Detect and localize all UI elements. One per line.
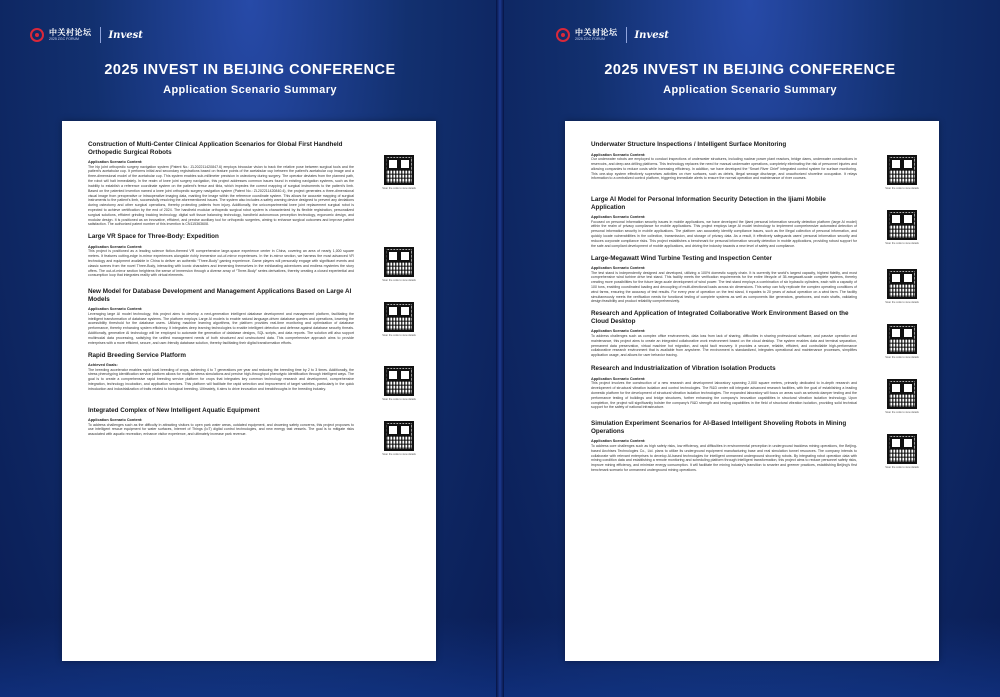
qr-caption: Scan the code to view details xyxy=(885,466,919,470)
scenario-body xyxy=(88,288,354,345)
scenario-item xyxy=(591,310,921,359)
right-summary-sheet xyxy=(565,121,939,661)
scenario-label: Application Scenario Content: xyxy=(591,376,646,381)
forum-logo xyxy=(556,27,669,43)
scenario-item xyxy=(591,365,921,414)
qr-block xyxy=(380,141,418,227)
scenario-item xyxy=(591,255,921,305)
scenario-label: Application Scenario Content: xyxy=(88,307,143,312)
scenario-description: This project involves the construction of a new research and development laboratory spanning 2,000 square meters, primarily dedicated to in-depth research and development of structural vibration isolation and control technologies. The R&D center will integrate advanced research facilities, with the goal of establishing a leading domestic platform for the development of structural vibration isolation technologies. The expanded laboratory will focus on areas such as seismic damper testing and the performance testing of buildings and bridge structures, further enhancing the company’s innovation capabilities in structural vibration isolation technology. Upon completion, the project will significantly bolster the company’s R&D strength and testing capabilities in the field of structural vibration isolation, providing solid technical support for the safety of national infrastructure. xyxy=(591,381,857,410)
scenario-description: To address core challenges such as high safety risks, low efficiency, and difficulties in environmental perception in underground trackless mining operations, the Beijing-based Anchises Technologies Co., Ltd. plans to utilize its underground equipment manufacturing base and real simulation tunnel resources. The company intends to collaborate with relevant enterprises to develop AI-based technologies for intelligent unmanned underground shoveling robots. By integrating robot operation data with mining condition data and establishing a remote monitoring and scheduling platform through intelligent transformation, this project aims to reduce personnel safety risks, improve mining efficiency, and minimize energy consumption. It will facilitate the mining industry’s transition to smarter and greener practices, establishing Beijing’s first benchmark scenario for unmanned underground mining operations. xyxy=(591,443,857,472)
scenario-title: Construction of Multi-Center Clinical Application Scenarios for Global First Handheld Orthopedic Surgical Robots xyxy=(88,141,343,156)
scenario-label: Application Scenario Content: xyxy=(591,266,646,271)
scenario-description: To address challenges such as the difficulty in attracting visitors to open park water areas, outdated equipment, and drowning safety concerns, this project proposes to use intelligent rescue equipment for water surfaces, Internet of Things (IoT) digital control technologies, and new energy fast vessels. The goal is to mitigate risks associated with aquatic recreation, enhance visitor experience, and ultimately increase park revenue. xyxy=(88,422,354,437)
qr-code-icon[interactable] xyxy=(887,269,917,299)
page-title: 2025 INVEST IN BEIJING CONFERENCE xyxy=(104,62,396,78)
qr-block xyxy=(883,196,921,249)
forum-emblem-icon xyxy=(556,28,570,42)
qr-code-icon[interactable] xyxy=(384,155,414,185)
invest-logo: Invest xyxy=(634,29,669,41)
logo-divider xyxy=(100,27,101,43)
invest-logo: Invest xyxy=(108,29,143,41)
scenario-item xyxy=(88,233,418,282)
scenario-body xyxy=(88,233,354,282)
qr-code-icon[interactable] xyxy=(887,155,917,185)
qr-caption: Scan the code to view details xyxy=(382,279,416,283)
qr-block xyxy=(883,420,921,473)
qr-caption: Scan the code to view details xyxy=(382,397,416,401)
scenario-description: The breeding accelerator enables rapid local breeding of crops, achieving 4 to 7 generations per year and reducing the breeding time by 2 to 3 times. Additionally, the stress phenotyping identification service platform allows for multiple stress simulations and precise high-throughput phenotypic identification through intelligent ways. The goal is to create a comprehensive rapid breeding service platform for crops that integrates key common technology research and development, comprehensive integration, technology incubation, and application services. This platform will facilitate the rapid selection and improvement of target varieties, particularly in the quick introduction and industrialization of traits related to biological breeding. Ultimately, it aims to drive innovation and breakthroughs in the breeding industry. xyxy=(88,367,354,391)
qr-caption: Scan the code to view details xyxy=(885,356,919,360)
scenario-body xyxy=(591,420,857,473)
scenario-item xyxy=(88,141,418,227)
scenario-title: Rapid Breeding Service Platform xyxy=(88,351,186,359)
scenario-label: Application Scenario Content: xyxy=(591,439,646,444)
qr-code-icon[interactable] xyxy=(384,421,414,451)
scenario-item xyxy=(88,352,418,401)
logo-english-name: 2025 ZGC FORUM xyxy=(49,36,79,41)
logo-english-name: 2025 ZGC FORUM xyxy=(575,36,605,41)
page-title: 2025 INVEST IN BEIJING CONFERENCE xyxy=(604,62,896,78)
scenario-title: Large VR Space for Three-Body: Expedition xyxy=(88,233,219,241)
scenario-description: This project is positioned as a leading science fiction-themed VR comprehensive large-space experience center in China, covering an area of nearly 1,000 square meters. It features cutting-edge in-mirror experiences alongside richly immersive out-of-mirror experiences. In the in-mirror section, we harness the most advanced VR technology and equipment available in China to deliver an authentic “Three-Body” gaming experience. Game players will personally engage with significant events and classic scenes from the novel Three-Body, interacting with iconic characters and immersing themselves in the exhilarating adventures and endless mysteries the story offers. The out-of-mirror section heightens the sense of immersion through a diverse array of “Three-Body” series derivatives, thereby creating a closed experiential and consumption loop that integrates reality with virtual elements. xyxy=(88,249,354,278)
page-subtitle: Application Scenario Summary xyxy=(663,84,837,96)
scenario-label: Application Scenario Content: xyxy=(88,244,143,249)
scenario-body xyxy=(88,407,354,456)
scenario-description: Leveraging large AI model technology, this project aims to develop a next-generation intelligent database development and management platform, facilitating the intelligent transformation of database systems. The platform employs Large AI models to enable natural language-driven database queries and operations, lowering the accessibility threshold for the database users. Utilizing machine learning algorithms, the platform provides real-time monitoring and optimization of database performance, thereby enhancing system efficiency. It integrates deep learning technologies to enable intelligent detection and defense against database security threats. Additionally, generative AI technology will be employed to automate the generation of database designs, SQL scripts, and data reports. The solution will also support multimodal data processing, satisfying the unified management needs of both structured and unstructured data. This comprehensive approach aims to provide enterprises with a more efficient, secure, and user-friendly database solution, thereby facilitating their digital transformation efforts. xyxy=(88,311,354,345)
page-gutter xyxy=(496,0,504,697)
qr-block xyxy=(380,407,418,456)
scenario-description: To address challenges such as complex office environments, data loss from lack of sharing, difficulties in sharing professional software, and passive operation and maintenance, this project aims to create an integrated collaborative work environment based on the cloud desktop. The system enables data and terminal separation, permanent data preservation, virtual machine hot migration, and rapid fault recovery. It provides a secure, reliable, efficient, and controllable high-performance collaborative research environment that is available from anywhere. The environment is standardized, integrates operational and maintenance processes, simplifies application usage, and allows for user behavior tracing. xyxy=(591,333,857,358)
qr-block xyxy=(883,255,921,305)
qr-caption: Scan the code to view details xyxy=(885,187,919,190)
qr-block xyxy=(883,365,921,414)
scenario-label: Application Scenario Content: xyxy=(591,215,646,220)
qr-block xyxy=(380,288,418,345)
scenario-label: Application Scenario Content: xyxy=(88,418,143,423)
forum-emblem-icon xyxy=(30,28,44,42)
scenario-body xyxy=(591,196,857,249)
scenario-description: The hip joint orthopedic surgery navigation system (Patent No.: ZL202211420847.6) employs binocular vision to track the relative pose between surgical tools and the patient’s acetabular cup. It performs initial and secondary registrations based on feature points of the acetabular cup between the patient’s acetabular cup image and a three-dimensional model of the acetabular cup. This system enables sub-millimeter precision in osteotomy during surgery. The operator deviates from the planned path, the robot will halt immediately. In the realm of knee joint surgery navigation, this project addresses common issues found in existing navigation systems, such as the inability to establish a reference coordinate system on the patient’s femur and tibia, which impedes the correct mapping of surgical instruments to the patient’s limb. Based on the patented invention named a knee joint orthopedic surgery navigation system (Patent No.: ZL202211420840.4), the project generates a three-dimensional visual image from preoperative or intraoperative imaging data, marking the image within the reference coordinate system. This allows for accurate mapping of surgical instruments to the patient’s limb, successfully resolving the aforementioned issues. The system also includes a safety warning device designed to prevent any deviations during osteotomy and other surgical operations, thereby protecting patients from injury. Additionally, the unicompartmental knee joint replacement surgical robot is expected to achieve certification by the end of 2024. The handheld modular orthopedic surgical robot system is characterized by its flexible registration, personalized surgical solutions, efficient grinding tracking technology, digital soft tissue balancing technology, handheld autonomous perception technology, ergonomic design, and modular design. It is positioned as an innovative, efficient, and precise auxiliary tool for orthopedic surgeries, aiming to enhance surgical outcomes and improve patient satisfaction. The authorized patent number of this invention is CN115363608. xyxy=(88,164,354,227)
qr-code-icon[interactable] xyxy=(384,247,414,277)
scenario-title: Integrated Complex of New Intelligent Aquatic Equipment xyxy=(88,406,260,414)
qr-caption: Scan the code to view details xyxy=(382,452,416,456)
qr-block xyxy=(883,310,921,359)
scenario-title: Large-Megawatt Wind Turbine Testing and Inspection Center xyxy=(591,254,772,262)
qr-code-icon[interactable] xyxy=(887,210,917,240)
scenario-item xyxy=(88,407,418,456)
qr-code-icon[interactable] xyxy=(384,366,414,396)
logo-chinese-name: 中关村论坛 xyxy=(575,27,618,37)
scenario-body xyxy=(591,141,857,190)
scenario-label: Achieved Goals: xyxy=(88,363,118,368)
qr-block xyxy=(380,352,418,401)
qr-code-icon[interactable] xyxy=(887,379,917,409)
scenario-title: Large AI Model for Personal Information Security Detection in the Ijiami Mobile Application xyxy=(591,196,826,211)
scenario-label: Application Scenario Content: xyxy=(591,329,646,334)
scenario-description: Our underwater robots are employed to conduct inspections of underwater structures, including nuclear power plant reactors, bridge dams, underwater constructions in reservoirs, and deep-sea drilling platforms. This technology replaces the need for manual underwater operations, completely eliminating the risk of personnel injuries and allowing companies to reduce costs while increasing efficiency. In addition, we have developed the “Smart River Chief” integrated control system for surface monitoring. This one-stop system effectively supervises activities on river surfaces, such as debris, illegal sewage discharge, and unauthorized shoreline occupation. It relays information to a centralized control platform, triggering immediate alerts to ensure the normal operation and maintenance of river courses. xyxy=(591,157,857,181)
right-panel xyxy=(500,0,1000,697)
qr-block xyxy=(380,233,418,282)
qr-caption: Scan the code to view details xyxy=(885,300,919,304)
scenario-title: Underwater Structure Inspections / Intelligent Surface Monitoring xyxy=(591,141,787,148)
forum-logo xyxy=(30,27,143,43)
qr-caption: Scan the code to view details xyxy=(382,334,416,338)
scenario-label: Application Scenario Content: xyxy=(88,160,143,165)
scenario-body xyxy=(591,310,857,359)
qr-code-icon[interactable] xyxy=(887,434,917,464)
left-summary-sheet xyxy=(62,121,436,661)
scenario-title: Research and Application of Integrated Collaborative Work Environment Based on the Cloud Desktop xyxy=(591,310,849,325)
logo-chinese-name: 中关村论坛 xyxy=(49,27,92,37)
scenario-description: Focused on personal information security issues in mobile applications, we have developed the Ijiami personal information security detection platform (large AI model) within the realm of privacy compliance for mobile applications. This project employs large AI model technology to implement comprehensive automated detection of personal information security in mobile applications. The platform can accurately identify compliance issues, such as the illegal collection of personal information, and quickly locate vulnerabilities in the collection, transmission, and storage of privacy data. As a result, it effectively safeguards users’ personal information security and reduces corporate compliance risks. This project establishes a benchmark for personal information security detection in mobile applications, providing robust support for the safe and compliant development of mobile applications, and driving the industry towards a new level of safety and compliance. xyxy=(591,219,857,248)
qr-caption: Scan the code to view details xyxy=(382,187,416,190)
scenario-title: Simulation Experiment Scenarios for AI-Based Intelligent Shoveling Robots in Mining Operations xyxy=(591,420,847,435)
qr-caption: Scan the code to view details xyxy=(885,242,919,245)
scenario-description: The test stand is independently designed and developed, utilizing a 100% domestic supply chain. It is currently the world’s largest capacity, highest fidelity, and most comprehensive wind turbine drive test stand. This facility meets the verification requirements for the entire lifecycle of 35-megawatt-scale complete systems, thereby creating more possibilities for the future large-scale development of wind power. The test stand employs a combination of six hydraulic cylinders, each with a capacity of 100 tons, enabling coordinated loading and decoupling of multi-directional loads across six dimensions. This setup can fully replicate the complex operating conditions of wind farms, ensuring the accuracy of test results. For every year of operation on the test stand, it equates to 20 years of actual operation on a wind farm. The facility simultaneously meets the verification needs for functional testing of complete systems as well as components like generators, gearboxes, and main shafts, validating design feasibility and product reliability comprehensively. xyxy=(591,270,857,304)
scenario-item xyxy=(591,141,921,190)
scenario-body xyxy=(591,365,857,414)
scenario-body xyxy=(88,141,354,227)
qr-code-icon[interactable] xyxy=(887,324,917,354)
page-subtitle: Application Scenario Summary xyxy=(163,84,337,96)
scenario-label: Application Scenario Content: xyxy=(591,152,646,157)
scenario-item xyxy=(591,420,921,473)
qr-block xyxy=(883,141,921,190)
scenario-item xyxy=(88,288,418,345)
scenario-body xyxy=(591,255,857,305)
qr-caption: Scan the code to view details xyxy=(885,411,919,415)
scenario-title: Research and Industrialization of Vibration Isolation Products xyxy=(591,365,776,373)
qr-code-icon[interactable] xyxy=(384,302,414,332)
scenario-item xyxy=(591,196,921,249)
scenario-title: New Model for Database Development and Management Applications Based on Large AI Models xyxy=(88,288,352,303)
logo-divider xyxy=(626,27,627,43)
scenario-body xyxy=(88,352,354,401)
